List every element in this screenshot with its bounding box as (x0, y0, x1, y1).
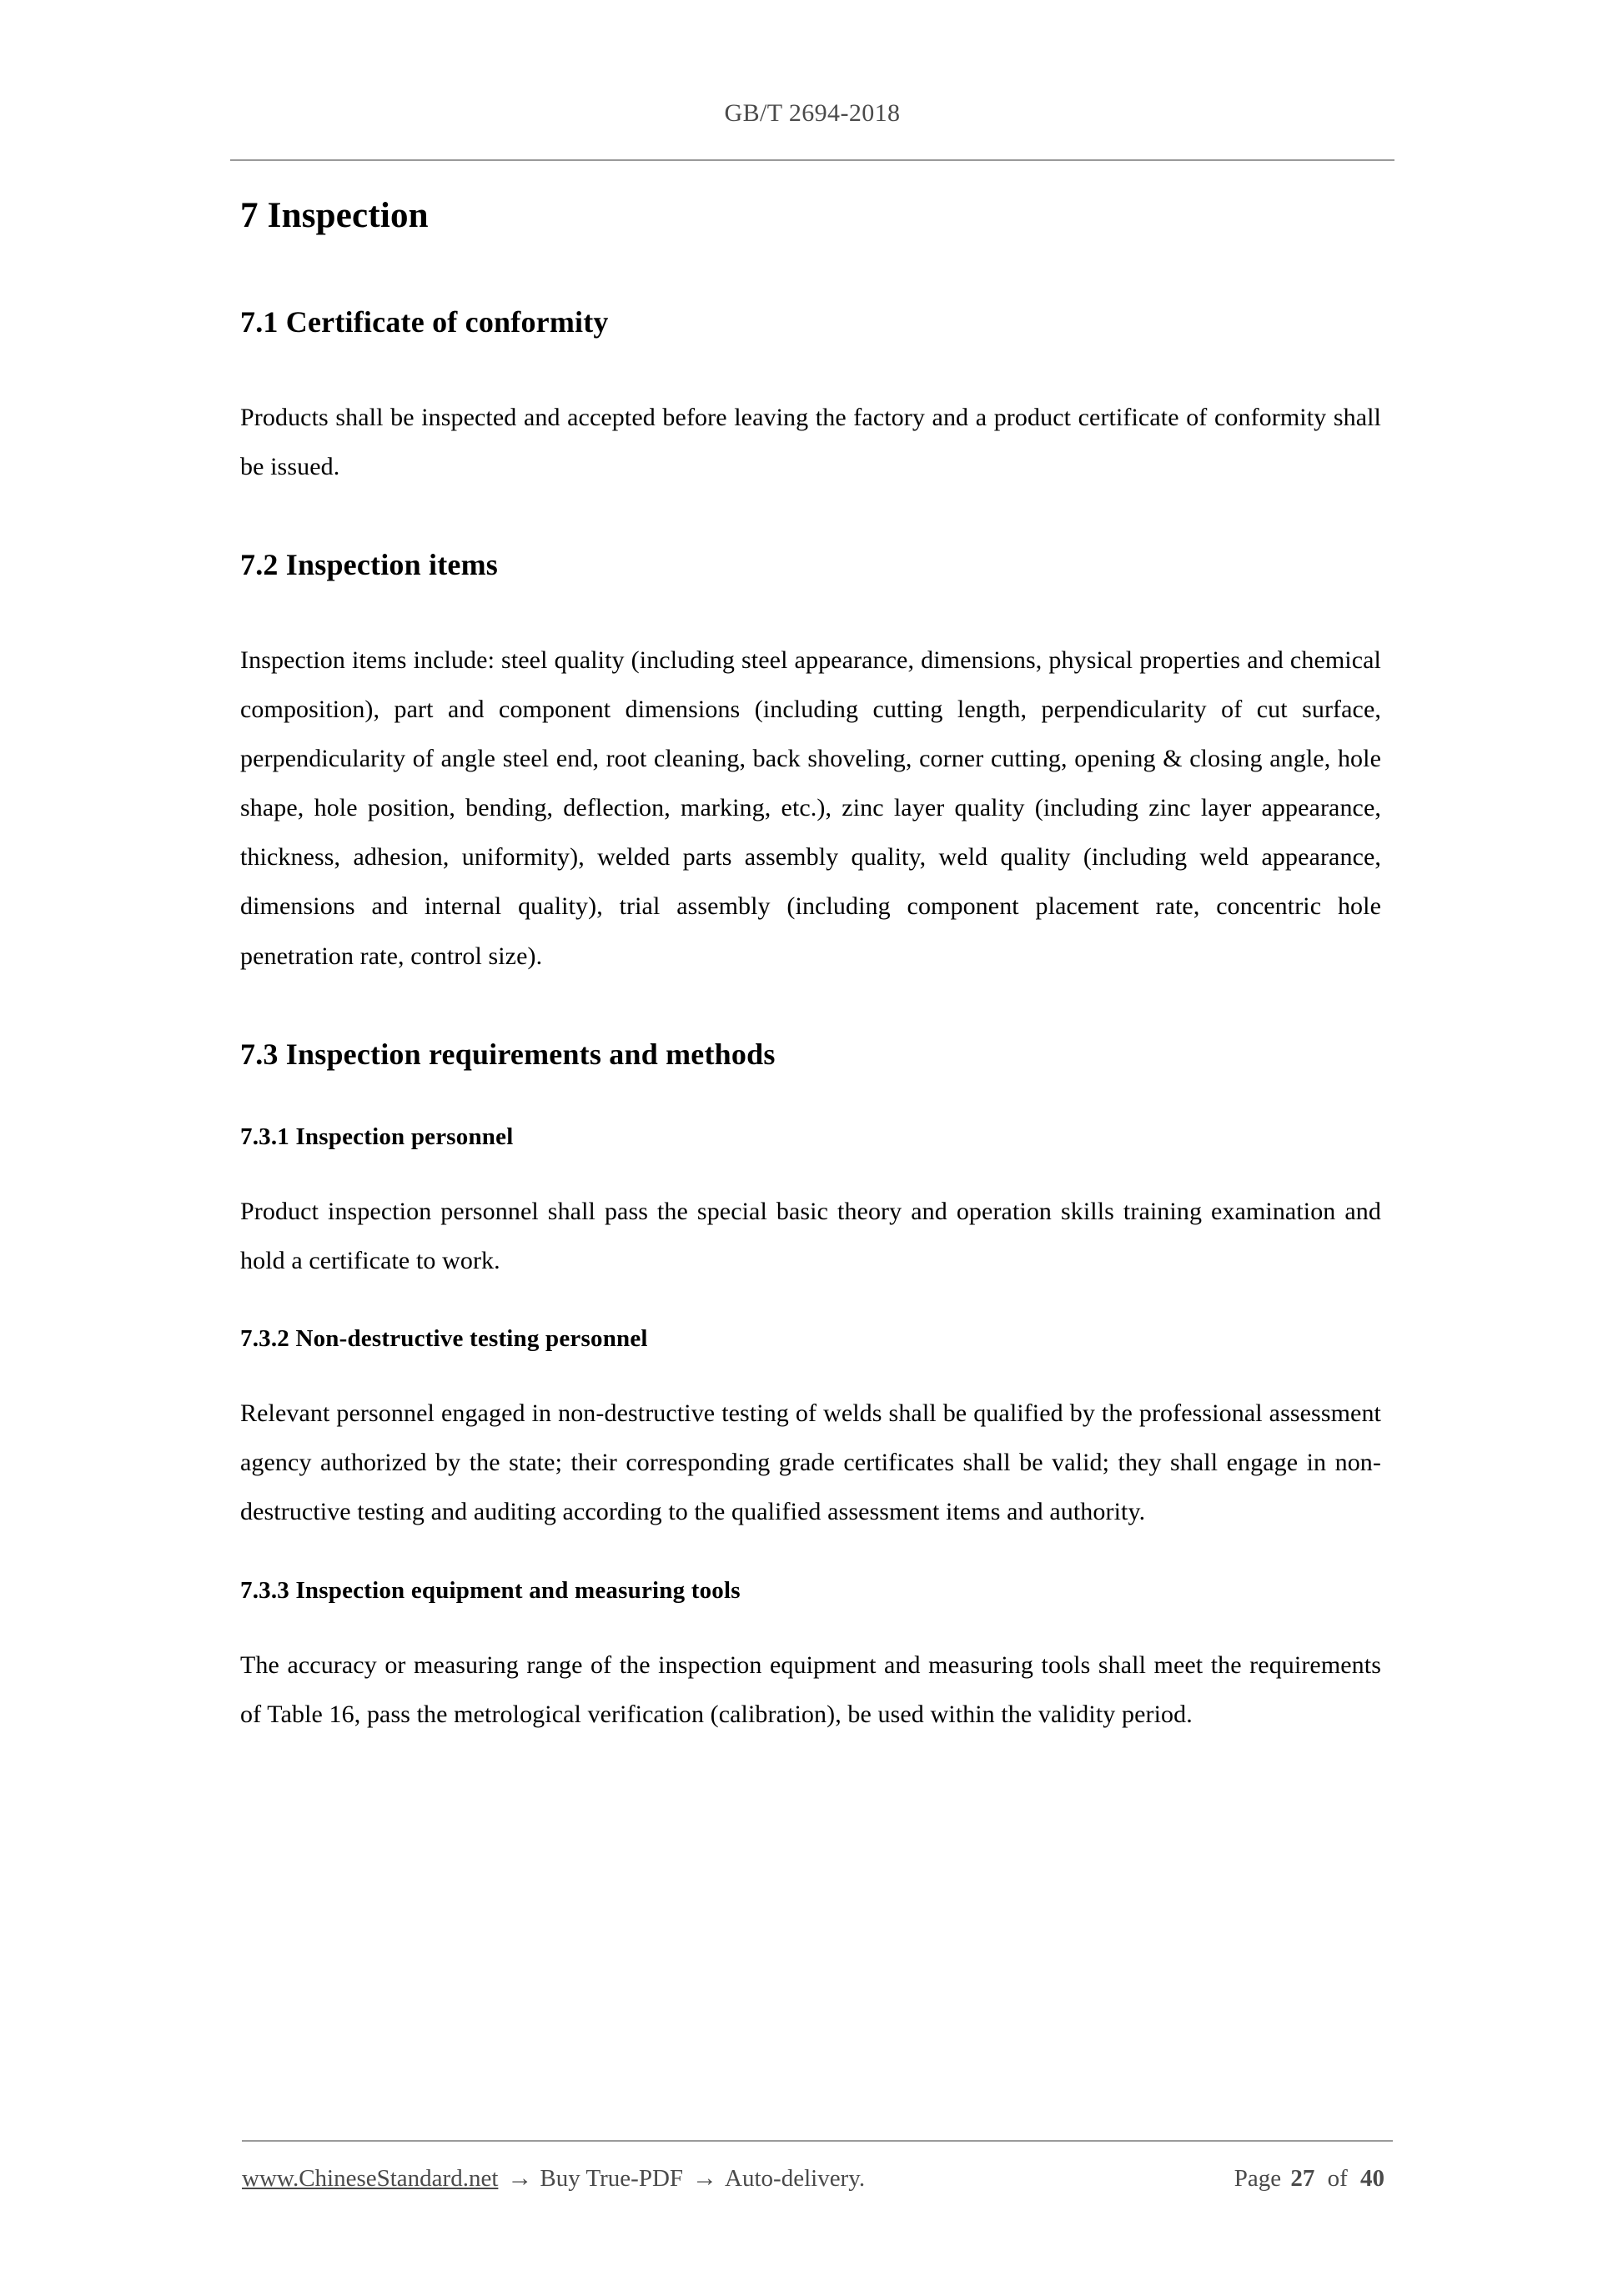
page-label: Page (1234, 2165, 1282, 2192)
paragraph-7-3-3: The accuracy or measuring range of the inspection equipment and measuring tools shall meet the requirements of Table 16, pass the metrological verification (calibration), be used within the validity period. (240, 1650, 1381, 1728)
header-standard-number: GB/T 2694-2018 (724, 99, 901, 127)
page-of-label: of (1327, 2165, 1348, 2192)
spacer (240, 981, 1381, 1036)
spacer (240, 1152, 1381, 1187)
heading-section-7-3-2: 7.3.2 Non-destructive testing personnel (240, 1325, 648, 1353)
heading-section-7-1: 7.1 Certificate of conformity (240, 304, 609, 339)
page-header (230, 98, 1394, 128)
spacer (240, 584, 1381, 636)
heading-section-7: 7 Inspection (240, 196, 429, 235)
spacer (240, 239, 1381, 304)
heading-section-7-2: 7.2 Inspection items (240, 547, 498, 581)
arrow-right-icon: → (692, 2164, 718, 2192)
paragraph-7-3-2: Relevant personnel engaged in non-destructive testing of welds shall be qualified by the professional assessment agency authorized by the state; their corresponding grade certificates shall be valid; they shall engage in non-destructive testing and auditing according to the qualified assessment items and authority. (240, 1399, 1381, 1526)
header-divider (230, 159, 1394, 161)
footer-buy-label: Buy True-PDF (540, 2165, 684, 2192)
paragraph-7-3-1: Product inspection personnel shall pass the special basic theory and operation skills training examination and hold a certificate to work. (240, 1197, 1381, 1274)
page-footer (242, 2162, 1393, 2195)
paragraph-7-1: Products shall be inspected and accepted before leaving the factory and a product certificate of conformity shall be issued. (240, 403, 1381, 480)
document-content (240, 193, 1381, 1739)
footer-divider (242, 2140, 1393, 2142)
page-number: 27 (1290, 2165, 1315, 2192)
spacer (240, 1354, 1381, 1389)
footer-promo (242, 2162, 865, 2195)
heading-section-7-3-1: 7.3.1 Inspection personnel (240, 1123, 514, 1150)
spacer (240, 1073, 1381, 1122)
page-total: 40 (1360, 2165, 1384, 2192)
spacer (240, 341, 1381, 393)
spacer (240, 491, 1381, 546)
footer-site-link[interactable]: www.ChineseStandard.net (242, 2165, 499, 2192)
footer-delivery-label: Auto-delivery. (725, 2165, 866, 2192)
page-indicator (1234, 2163, 1393, 2195)
paragraph-7-2: Inspection items include: steel quality (including steel appearance, dimensions, physical properties and chemical composition), part and component dimensions (including cutting length, perpendicularity of cut surface, perpendicularity of angle steel end, root cleaning, back shoveling, corner cutting, opening & closing angle, hole shape, hole position, bending, deflection, marking, etc.), zinc layer quality (including zinc layer appearance, thickness, adhesion, uniformity), welded parts assembly quality, weld quality (including weld appearance, dimensions and internal quality), trial assembly (including component placement rate, concentric hole penetration rate, control size). (240, 646, 1381, 970)
heading-section-7-3: 7.3 Inspection requirements and methods (240, 1037, 776, 1071)
spacer (240, 1537, 1381, 1575)
spacer (240, 1285, 1381, 1324)
heading-section-7-3-3: 7.3.3 Inspection equipment and measuring tools (240, 1576, 741, 1604)
arrow-right-icon: → (507, 2164, 533, 2192)
spacer (240, 1605, 1381, 1640)
